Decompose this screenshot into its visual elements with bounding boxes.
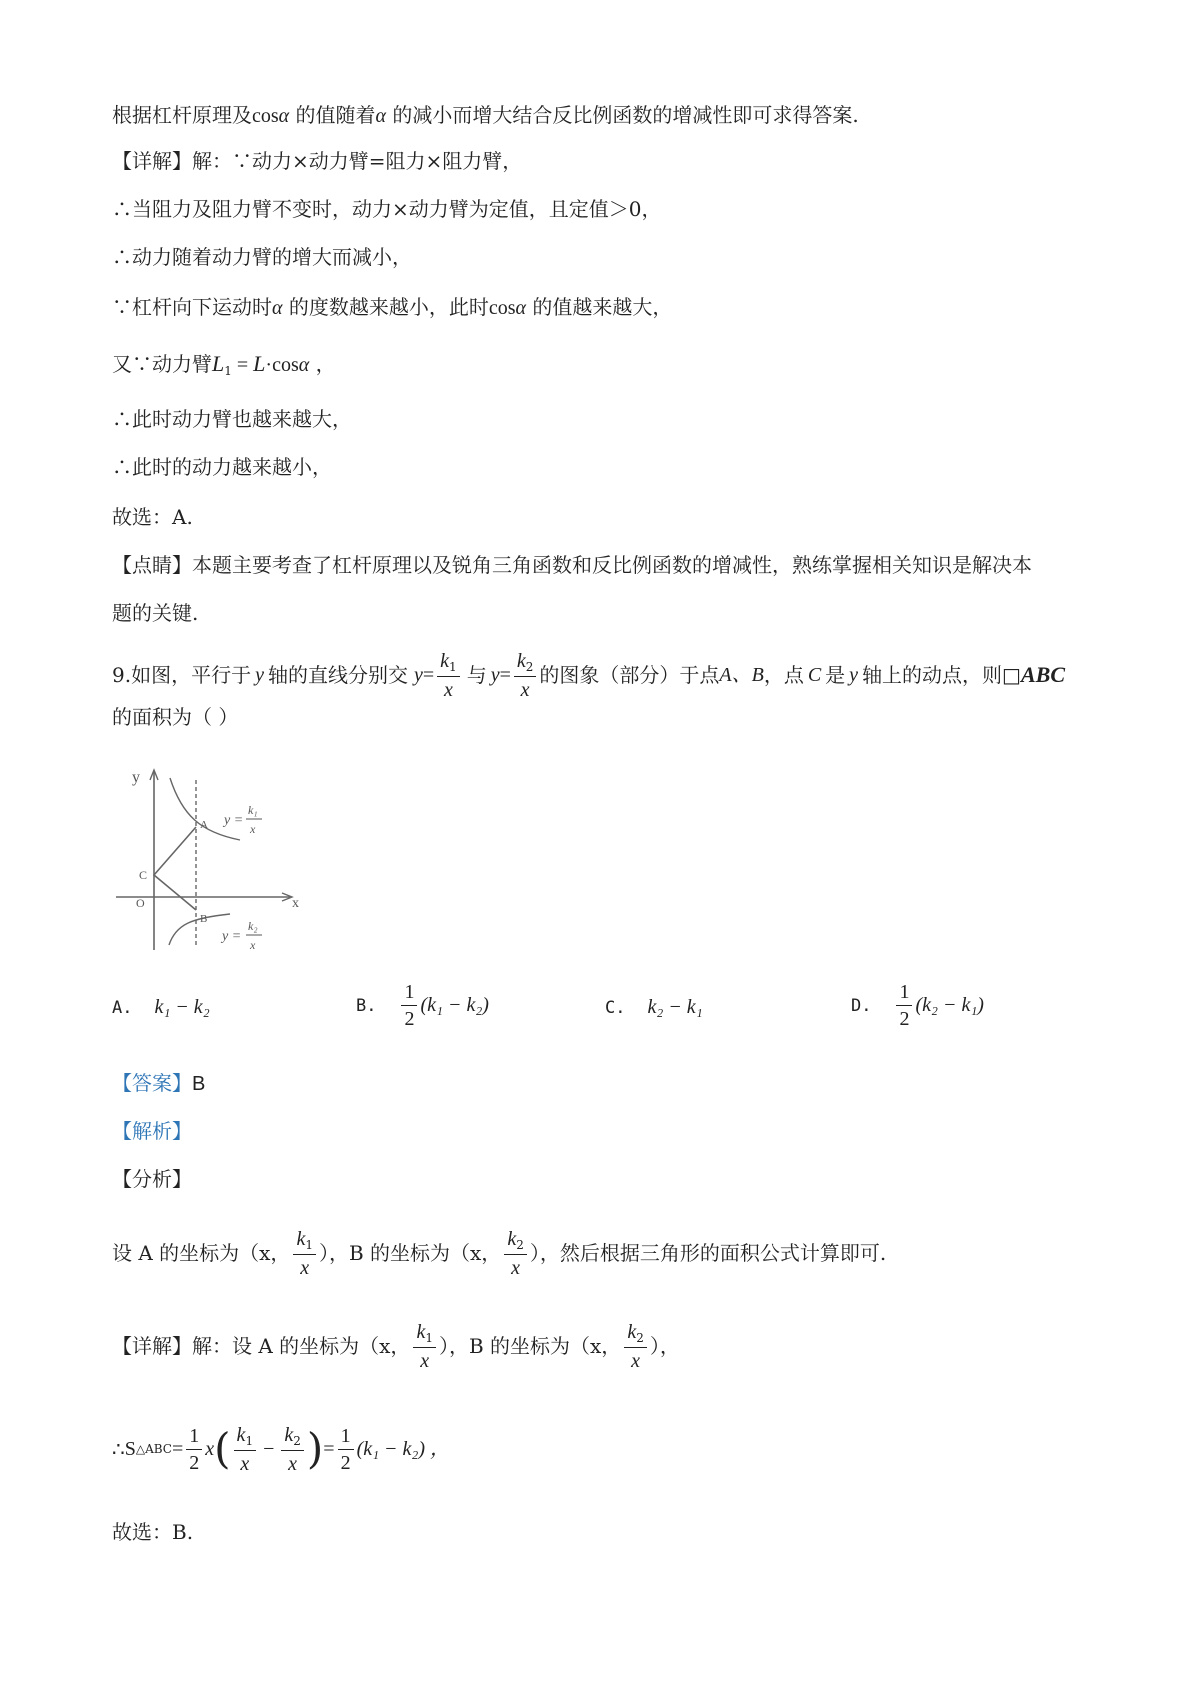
label-x: x (292, 896, 299, 911)
eq-top-den: x (250, 822, 256, 836)
hyperbola-figure (112, 760, 302, 950)
fenxi-heading: 【分析】 (112, 1167, 192, 1191)
fraction-k1-x-2: $\frac{k_1}{x}$ (413, 1321, 436, 1371)
fraction-k1-x: $\frac{k_1}{x}$ (293, 1228, 316, 1278)
text-line-8: ∴此时的动力越来越小， (112, 455, 332, 479)
jiexi-heading: 【解析】 (112, 1119, 192, 1143)
fraction-k2-x: $\frac{k_2}{x}$ (504, 1228, 527, 1278)
final-choice: 故选：B. (112, 1520, 194, 1544)
text-line-2: 【详解】解：∵动力×动力臂=阻力×阻力臂， (112, 149, 523, 173)
option-c: C. k₂ − k₁ (605, 996, 703, 1018)
eq-top-y: y = (224, 813, 244, 828)
text-line-11: 题的关键. (112, 601, 199, 625)
answer-line: 【答案】B (112, 1071, 206, 1095)
text-line-10: 【点睛】本题主要考查了杠杆原理以及锐角三角函数和反比例函数的增减性，熟练掌握相关知识是解决本 (112, 553, 1032, 577)
label-b: B (200, 913, 208, 925)
text-line-7: ∴此时动力臂也越来越大， (112, 407, 352, 431)
text-line-4: ∴动力随着动力臂的增大而减小， (112, 245, 412, 269)
text-line-5: ∵杠杆向下运动时α 的度数越来越小，此时cosα 的值越来越大， (112, 295, 673, 319)
fraction-k2-x-2: $\frac{k_2}{x}$ (624, 1321, 647, 1371)
label-a: A (200, 819, 208, 831)
fraction-k1-over-x: $\frac{k_1}{x}$ (437, 650, 460, 700)
text-line-3: ∴当阻力及阻力臂不变时，动力×动力臂为定值，且定值＞0， (112, 197, 662, 221)
eq-bot-y: y = (222, 929, 242, 944)
label-c: C (139, 868, 148, 882)
label-y: y (132, 769, 140, 786)
text-line-6: 又∵动力臂$L_1 = L\cdot\cos\alpha$ ， (112, 351, 336, 378)
question-9: 9.如图，平行于 y 轴的直线分别交 y = $\frac{k_1}{x}$ 与 y = $\frac{k_2}{x}$ 的图象（部分）于点 A、B ，点 C 是 y 轴上的动点，则□ ABC (112, 650, 1065, 701)
area-formula: ∴ S △ABC = $\frac{1}{2}$ x ( $\frac{k_1}{x}$ − $\frac{k_2}{x}$ ) = $\frac{1}{2}$ (k₁ − k₂) ， (112, 1424, 451, 1475)
option-b: B. $\frac{1}{2}$ (k₁ − k₂) (356, 981, 489, 1030)
question-9-line-2: 的面积为（ ） (112, 705, 239, 729)
text-line-1: 根据杠杆原理及cosα 的值随着α 的减小而增大结合反比例函数的增减性即可求得答案. (112, 103, 859, 127)
eq-top-num: k₁ (248, 803, 258, 817)
option-a: A. k₁ − k₂ (112, 996, 210, 1018)
eq-bot-num: k₂ (248, 919, 258, 933)
eq-bot-den: x (250, 938, 256, 950)
detail-line: 【详解】解：设 A 的坐标为（x， $\frac{k_1}{x}$ ），B 的坐标为（x， $\frac{k_2}{x}$ ）， (112, 1321, 680, 1372)
analysis-line: 设 A 的坐标为（x， $\frac{k_1}{x}$ ），B 的坐标为（x， $\frac{k_2}{x}$ ），然后根据三角形的面积公式计算即可. (112, 1228, 887, 1279)
option-d: D. $\frac{1}{2}$ (k₂ − k₁) (851, 981, 984, 1030)
fraction-k2-over-x: $\frac{k_2}{x}$ (514, 650, 537, 700)
label-o: O (136, 896, 145, 910)
text-line-9: 故选：A. (112, 505, 193, 529)
